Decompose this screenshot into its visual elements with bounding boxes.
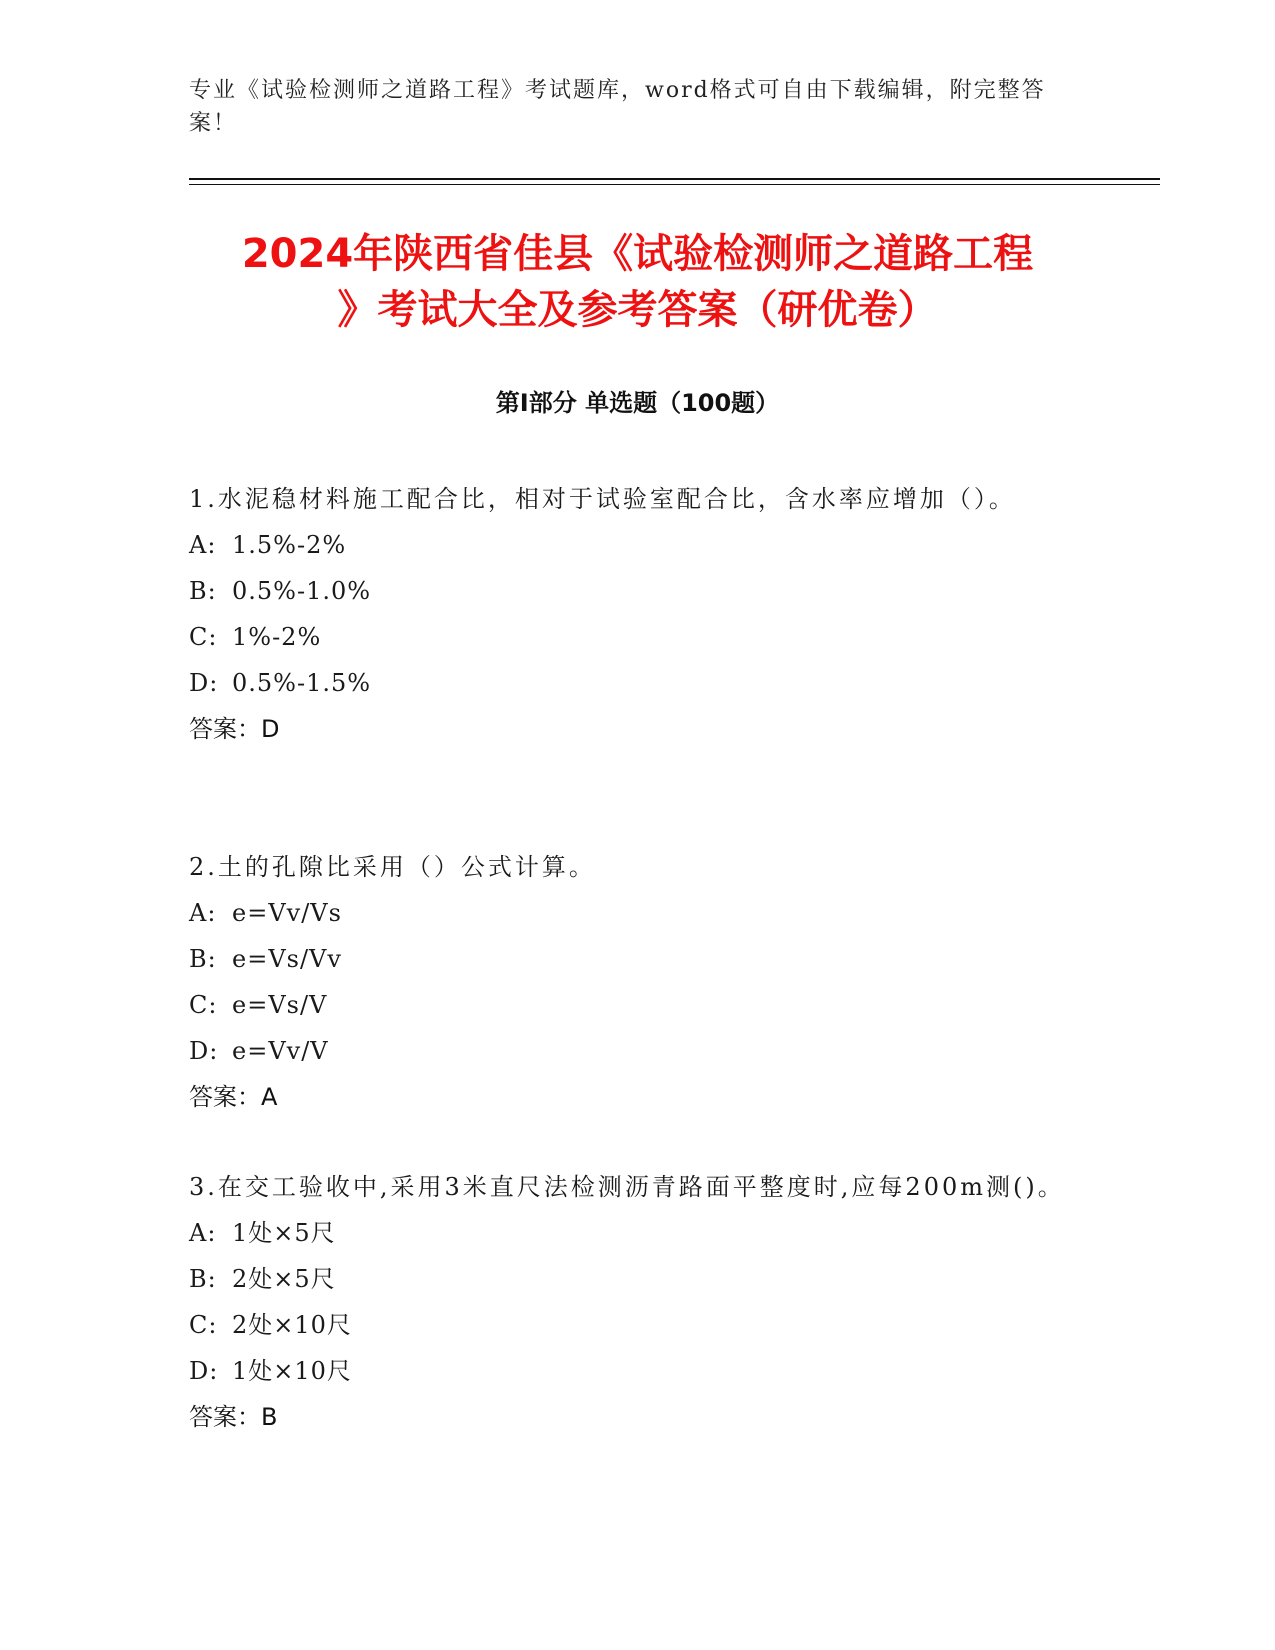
option-c bbox=[189, 614, 1089, 660]
option-a bbox=[189, 1210, 1089, 1256]
option-b bbox=[189, 936, 1089, 982]
option-label: C: bbox=[189, 991, 218, 1019]
answer: 答案：B bbox=[189, 1403, 278, 1431]
answer: 答案：D bbox=[189, 715, 280, 743]
option-text: e=Vs/V bbox=[232, 991, 328, 1019]
option-text: 2处×5尺 bbox=[232, 1265, 336, 1293]
option-label: A: bbox=[189, 1219, 217, 1247]
question-stem: 3.在交工验收中,采用3米直尺法检测沥青路面平整度时,应每200m测()。 bbox=[189, 1173, 1065, 1201]
document-title bbox=[140, 226, 1135, 338]
option-label: D: bbox=[189, 669, 219, 697]
option-label: C: bbox=[189, 623, 218, 651]
option-label: B: bbox=[189, 577, 217, 605]
title-line-2: 》考试大全及参考答案（研优卷） bbox=[337, 287, 938, 333]
question-stem: 2.土的孔隙比采用（）公式计算。 bbox=[189, 853, 596, 881]
answer: 答案：A bbox=[189, 1083, 278, 1111]
option-b bbox=[189, 568, 1089, 614]
option-text: 2处×10尺 bbox=[232, 1311, 352, 1339]
option-c bbox=[189, 1302, 1089, 1348]
option-d bbox=[189, 660, 1089, 706]
option-label: C: bbox=[189, 1311, 218, 1339]
option-text: 1.5%-2% bbox=[232, 531, 347, 559]
option-a bbox=[189, 522, 1089, 568]
option-text: e=Vv/V bbox=[232, 1037, 329, 1065]
option-text: 1处×10尺 bbox=[232, 1357, 352, 1385]
question-stem: 1.水泥稳材料施工配合比，相对于试验室配合比，含水率应增加（）。 bbox=[189, 485, 1016, 513]
title-line-1: 2024年陕西省佳县《试验检测师之道路工程 bbox=[241, 231, 1034, 277]
option-d bbox=[189, 1348, 1089, 1394]
header-rule-thin bbox=[189, 184, 1160, 185]
option-label: D: bbox=[189, 1037, 219, 1065]
question-1 bbox=[189, 476, 1089, 752]
header-note: 专业《试验检测师之道路工程》考试题库，word格式可自由下载编辑，附完整答案！ bbox=[189, 78, 1046, 136]
option-c bbox=[189, 982, 1089, 1028]
option-b bbox=[189, 1256, 1089, 1302]
section-title: 第Ⅰ部分 单选题（100题） bbox=[495, 389, 780, 417]
header-rule bbox=[189, 178, 1160, 180]
option-label: A: bbox=[189, 531, 217, 559]
option-d bbox=[189, 1028, 1089, 1074]
option-label: B: bbox=[189, 1265, 217, 1293]
option-text: 1处×5尺 bbox=[232, 1219, 336, 1247]
option-a bbox=[189, 890, 1089, 936]
question-3 bbox=[189, 1164, 1089, 1440]
option-text: e=Vv/Vs bbox=[232, 899, 342, 927]
option-label: A: bbox=[189, 899, 217, 927]
option-text: 0.5%-1.5% bbox=[232, 669, 372, 697]
option-label: D: bbox=[189, 1357, 219, 1385]
question-2 bbox=[189, 844, 1089, 1120]
option-text: e=Vs/Vv bbox=[232, 945, 342, 973]
option-text: 1%-2% bbox=[232, 623, 322, 651]
option-text: 0.5%-1.0% bbox=[232, 577, 372, 605]
option-label: B: bbox=[189, 945, 217, 973]
